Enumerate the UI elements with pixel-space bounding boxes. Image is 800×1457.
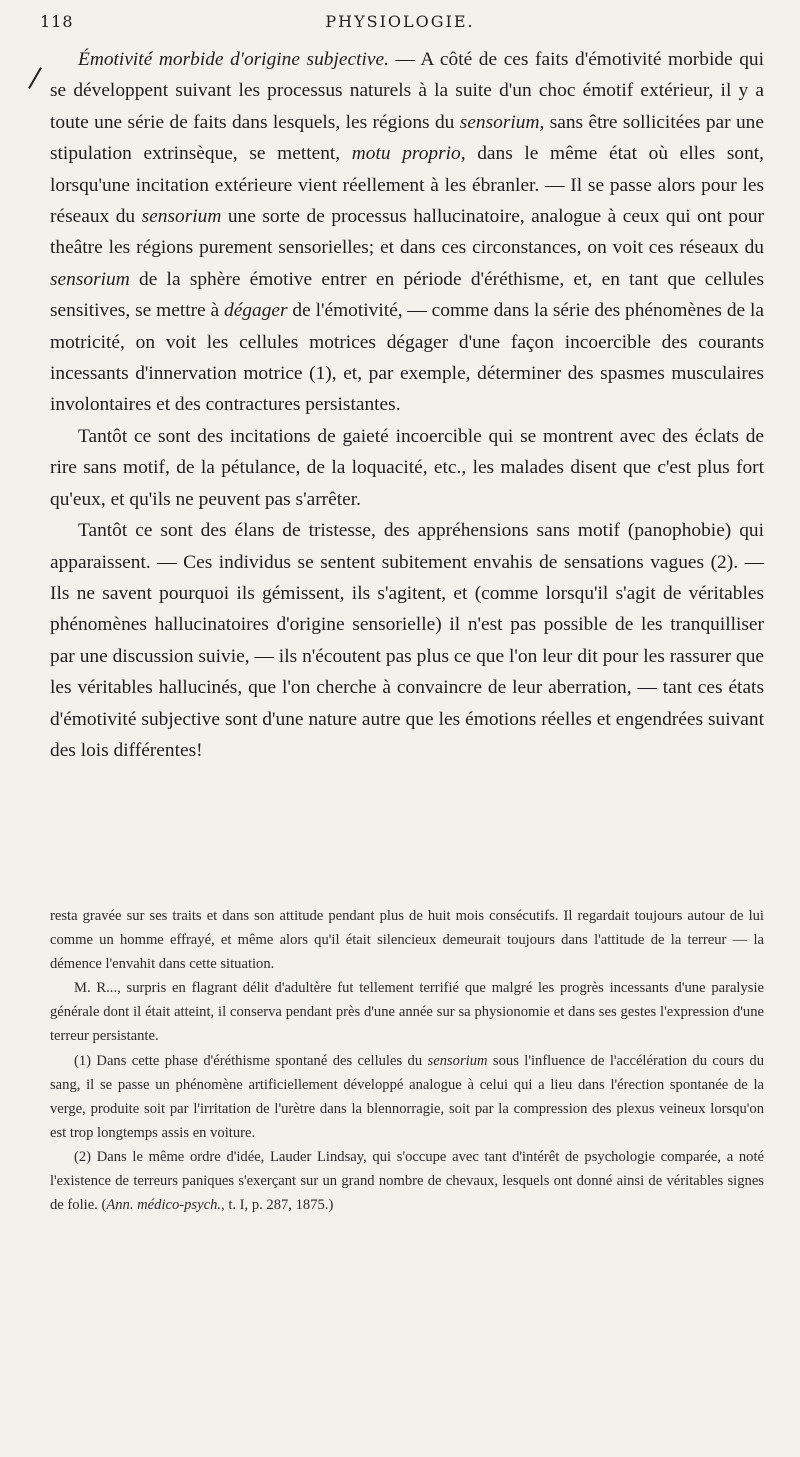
- main-text: [50, 44, 764, 766]
- paragraph-emotivite: [50, 44, 764, 421]
- italic-term: motu proprio,: [351, 143, 466, 165]
- footnote-2: [50, 1145, 764, 1217]
- paragraph-tristesse: Tantôt ce sont des élans de tristesse, des appréhensions sans motif (panophobie) qui apparaissent. — Ces individus se sentent subitement envahis de sensations vagues (2). — Ils ne savent pourquoi ils gémissent, ils s'agitent, et (comme lorsqu'il s'agit de véritables phénomènes hallucinatoires d'origine sensorielle) il n'est pas possible de les tranquilliser par une discussion suivie, — ils n'écoutent pas plus ce que l'on leur dit pour les rassurer que les véritables hallucinés, que l'on cherche à convaincre de leur aberration, — tant ces états d'émotivité subjective sont d'une nature autre que les émotions réelles et engendrées suivant des lois différentes!: [50, 520, 764, 761]
- margin-pencil-mark: [28, 67, 42, 89]
- footnote-1: [50, 1049, 764, 1145]
- text-run: dans le même état où elles sont, lorsqu'une incitation extérieure vient réellement à les ébranler. — Il se passe alors pour les réseaux du: [50, 143, 764, 228]
- text-run: (2) Dans le même ordre d'idée, Lauder Lindsay, qui s'occupe avec tant d'intérêt de psychologie comparée, a noté l'existence de terreurs paniques s'exerçant sur un grand nombre de chevaux, lesquels ont donné ainsi de véritables signes de folie. (: [50, 1148, 764, 1214]
- text-run: de l'émotivité, — comme dans la série des phénomènes de la motricité, on voit les cellules motrices dégager d'une façon incoercible des courants incessants d'innervation motrice (1), et, par exemple, déterminer des spasmes musculaires involontaires et des contractures persistantes.: [50, 300, 764, 416]
- running-title: PHYSIOLOGIE.: [325, 12, 475, 31]
- italic-term: sensorium: [50, 268, 130, 290]
- text-run: (1) Dans cette phase d'éréthisme spontané des cellules du: [74, 1052, 428, 1069]
- paragraph-gaiete: Tantôt ce sont des incitations de gaieté incoercible qui se montrent avec des éclats de rire sans motif, de la pétulance, de la loquacité, etc., les malades disent que c'est plus fort qu'eux, et qu'ils ne peuvent pas s'arrêter.: [50, 425, 764, 510]
- footnote-continuation: resta gravée sur ses traits et dans son attitude pendant plus de huit mois consécutifs. Il regardait toujours autour de lui comme un homme effrayé, et même alors qu'il était silencieux demeurait toujours dans l'attitude de la terreur — la démence l'envahit dans cette situation.: [50, 908, 764, 973]
- italic-term: Ann. médico-psych.: [106, 1197, 222, 1214]
- footnotes: [50, 904, 764, 1217]
- section-title: Émotivité morbide d'origine subjective.: [78, 49, 389, 70]
- italic-term: sensorium: [141, 206, 222, 228]
- text-run: une sorte de processus hallucinatoire, analogue à ceux qui ont pour theâtre les régions purement sensorielles; et dans ces circonstances, on voit ces réseaux du: [50, 206, 764, 259]
- italic-term: sensorium: [427, 1052, 488, 1069]
- italic-term: dégager: [224, 300, 288, 322]
- footnote-case-r: M. R..., surpris en flagrant délit d'adultère fut tellement terrifié que malgré les progrès incessants d'une paralysie générale dont il était atteint, il conserva pendant près d'une année sur sa physionomie et dans ses gestes l'expression d'une terreur persistante.: [50, 980, 764, 1045]
- text-run: sous l'influence de l'accélération du cours du sang, il se passe un phénomène artificiellement développé analogue à celui qui a lieu dans l'érection spontanée de la verge, produite soit par l'irritation de l'urètre dans la blennorragie, soit par la compression des plexus veineux lorsqu'on est trop longtemps assis en voiture.: [50, 1052, 764, 1141]
- page-header: [0, 10, 800, 36]
- text-run: — A côté de ces faits d'émotivité morbide qui se développent suivant les processus naturels à la suite d'un choc émotif extérieur, il y a toute une série de faits dans lesquels, les régions du: [50, 49, 764, 133]
- italic-term: sensorium,: [459, 111, 545, 133]
- text-run: sans être sollicitées par une stipulation extrinsèque, se mettent,: [50, 111, 764, 165]
- page-number: 118: [40, 12, 74, 31]
- text-run: de la sphère émotive entrer en période d'éréthisme, et, en tant que cellules sensitives, se mettre à: [50, 268, 764, 322]
- text-run: , t. I, p. 287, 1875.): [221, 1197, 334, 1214]
